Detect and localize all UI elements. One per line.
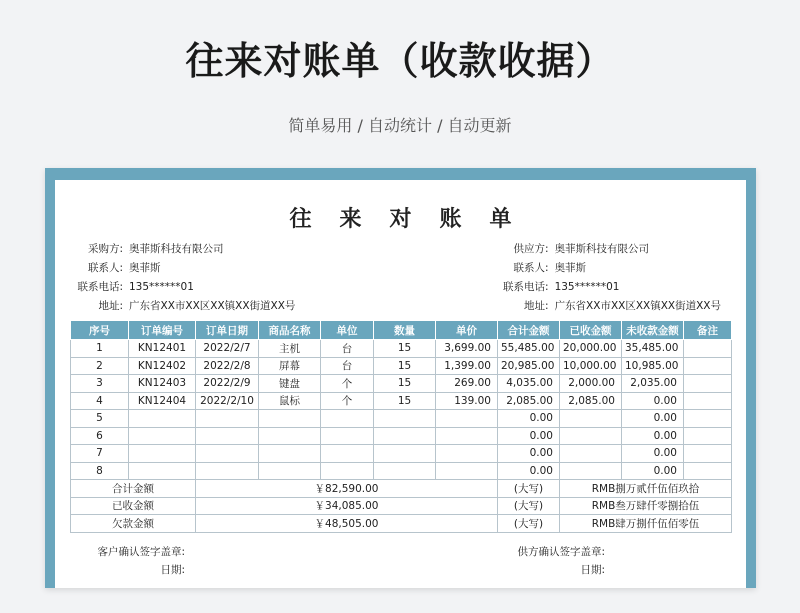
table-row [71, 462, 732, 480]
table-row [71, 340, 732, 358]
table-cell: 0.00 [498, 427, 560, 445]
hero-title: 往来对账单（收款收据） [185, 39, 615, 83]
table-cell [684, 445, 732, 463]
table-cell: 2022/2/9 [196, 375, 259, 393]
table-cell [374, 427, 436, 445]
buyer-address-row [70, 297, 295, 316]
table-cell [321, 462, 374, 480]
table-cell: 2022/2/7 [196, 340, 259, 358]
document-title: 往来对账单 [289, 206, 540, 232]
buyer-address-label: 地址: [98, 300, 123, 312]
table-cell: 2 [71, 357, 129, 375]
summary-amount: ￥48,505.00 [196, 515, 498, 533]
table-cell: 15 [374, 340, 436, 358]
table-cell [374, 410, 436, 428]
header-cell: 已收金额 [560, 321, 622, 340]
table-cell: 屏幕 [259, 357, 321, 375]
supplier-phone-row [501, 278, 721, 297]
table-cell [374, 462, 436, 480]
header-cell: 订单日期 [196, 321, 259, 340]
table-cell: 个 [321, 375, 374, 393]
table-cell: 0.00 [622, 462, 684, 480]
supplier-contact-label: 联系人: [513, 262, 549, 274]
table-cell: 5 [71, 410, 129, 428]
summary-daxie: (大写) [498, 480, 560, 498]
table-cell: 0.00 [498, 410, 560, 428]
table-cell [684, 392, 732, 410]
supplier-contact-row [501, 259, 721, 278]
supplier-address-value: 广东省XX市XX区XX镇XX街道XX号 [554, 300, 721, 312]
supplier-phone-value: 135******01 [554, 281, 620, 293]
table-cell: 55,485.00 [498, 340, 560, 358]
table-cell [196, 462, 259, 480]
buyer-value: 奥菲斯科技有限公司 [129, 243, 224, 255]
table-cell [129, 410, 196, 428]
table-cell: 0.00 [622, 392, 684, 410]
table-cell: 2,000.00 [560, 375, 622, 393]
supplier-contact-value: 奥菲斯 [554, 262, 587, 274]
customer-signature [95, 543, 185, 579]
table-cell: 15 [374, 392, 436, 410]
table-row [71, 445, 732, 463]
buyer-contact-value: 奥菲斯 [129, 262, 161, 274]
buyer-label: 采购方: [87, 243, 123, 255]
table-row [71, 357, 732, 375]
table-header-row [71, 321, 732, 340]
table-cell [196, 410, 259, 428]
table-cell: 8 [71, 462, 129, 480]
party-info [70, 240, 731, 316]
table-row [71, 427, 732, 445]
summary-daxie: (大写) [498, 497, 560, 515]
table-cell [560, 427, 622, 445]
table-cell: 2,085.00 [560, 392, 622, 410]
table-cell [560, 462, 622, 480]
table-cell: 20,985.00 [498, 357, 560, 375]
table-cell: KN12402 [129, 357, 196, 375]
table-cell [259, 410, 321, 428]
table-cell: 4 [71, 392, 129, 410]
table-row [71, 375, 732, 393]
supplier-name-row [501, 240, 721, 259]
table-cell [321, 445, 374, 463]
table-cell: 0.00 [498, 462, 560, 480]
table-cell: KN12404 [129, 392, 196, 410]
table-cell: 2,085.00 [498, 392, 560, 410]
table-cell [196, 427, 259, 445]
table-cell [684, 427, 732, 445]
supplier-phone-label: 联系电话: [503, 281, 549, 293]
table-cell: 台 [321, 340, 374, 358]
table-cell: 4,035.00 [498, 375, 560, 393]
customer-date-label: 日期: [160, 563, 185, 576]
table-cell [129, 445, 196, 463]
table-row [71, 410, 732, 428]
table-cell [321, 427, 374, 445]
supplier-date-label: 日期: [580, 563, 605, 576]
customer-sign-label: 客户确认签字盖章: [97, 545, 185, 558]
summary-words: RMB捌万贰仟伍佰玖拾 [560, 480, 732, 498]
table-cell [436, 410, 498, 428]
buyer-contact-row [70, 259, 295, 278]
table-cell [684, 357, 732, 375]
table-cell [196, 445, 259, 463]
table-cell [129, 462, 196, 480]
table-body [71, 340, 732, 480]
header-cell: 商品名称 [259, 321, 321, 340]
table-cell: 键盘 [259, 375, 321, 393]
table-cell: 1,399.00 [436, 357, 498, 375]
summary-body [71, 480, 732, 533]
header-cell: 备注 [684, 321, 732, 340]
summary-label: 合计金额 [71, 480, 196, 498]
table-cell [684, 375, 732, 393]
buyer-name-row [70, 240, 295, 259]
header-cell: 合计金额 [498, 321, 560, 340]
table-cell [436, 427, 498, 445]
table-cell [321, 410, 374, 428]
table-cell [436, 445, 498, 463]
summary-words: RMB肆万捌仟伍佰零伍 [560, 515, 732, 533]
table-cell: 0.00 [622, 427, 684, 445]
table-cell: 台 [321, 357, 374, 375]
table-cell: 35,485.00 [622, 340, 684, 358]
table-cell: 3 [71, 375, 129, 393]
header-cell: 单位 [321, 321, 374, 340]
table-cell: 0.00 [622, 410, 684, 428]
header-cell: 序号 [71, 321, 129, 340]
statement-sheet [55, 180, 746, 588]
table-cell: 2022/2/10 [196, 392, 259, 410]
table-cell: 269.00 [436, 375, 498, 393]
summary-label: 欠款金额 [71, 515, 196, 533]
table-cell [560, 410, 622, 428]
document-frame [45, 168, 756, 588]
table-cell [684, 340, 732, 358]
table-cell [129, 427, 196, 445]
table-cell: 139.00 [436, 392, 498, 410]
summary-amount: ￥34,085.00 [196, 497, 498, 515]
table-cell: 2,035.00 [622, 375, 684, 393]
summary-label: 已收金额 [71, 497, 196, 515]
table-cell: 3,699.00 [436, 340, 498, 358]
buyer-address-value: 广东省XX市XX区XX镇XX街道XX号 [129, 300, 296, 312]
table-cell: 15 [374, 357, 436, 375]
supplier-sign-row [515, 543, 605, 561]
supplier-sign-label: 供方确认签字盖章: [517, 545, 605, 558]
supplier-value: 奥菲斯科技有限公司 [554, 243, 650, 255]
table-cell [684, 462, 732, 480]
supplier-address-label: 地址: [524, 300, 549, 312]
summary-row-owed [71, 515, 732, 533]
table-cell [684, 410, 732, 428]
header-cell: 单价 [436, 321, 498, 340]
table-cell: 0.00 [622, 445, 684, 463]
supplier-address-row [501, 297, 721, 316]
buyer-phone-value: 135******01 [129, 281, 194, 293]
table-cell: KN12403 [129, 375, 196, 393]
hero-subtitle: 简单易用 / 自动统计 / 自动更新 [288, 116, 512, 135]
table-cell: 10,000.00 [560, 357, 622, 375]
table-cell [436, 462, 498, 480]
summary-row-total [71, 480, 732, 498]
buyer-contact-label: 联系人: [87, 262, 123, 274]
table-cell: 10,985.00 [622, 357, 684, 375]
header-cell: 数量 [374, 321, 436, 340]
table-cell [560, 445, 622, 463]
table-cell: 0.00 [498, 445, 560, 463]
table-cell: 主机 [259, 340, 321, 358]
supplier-label: 供应方: [513, 243, 549, 255]
customer-date-row [95, 561, 185, 579]
summary-daxie: (大写) [498, 515, 560, 533]
buyer-phone-label: 联系电话: [77, 281, 123, 293]
table-cell [374, 445, 436, 463]
table-cell [259, 462, 321, 480]
table-cell: KN12401 [129, 340, 196, 358]
summary-words: RMB叁万肆仟零捌拾伍 [560, 497, 732, 515]
table-cell [259, 427, 321, 445]
buyer-phone-row [70, 278, 295, 297]
summary-row-received [71, 497, 732, 515]
supplier-info [501, 240, 721, 316]
table-cell: 20,000.00 [560, 340, 622, 358]
table-cell: 7 [71, 445, 129, 463]
table-cell: 2022/2/8 [196, 357, 259, 375]
supplier-signature [515, 543, 605, 579]
header-cell: 订单编号 [129, 321, 196, 340]
table-cell [259, 445, 321, 463]
statement-table [70, 320, 732, 533]
customer-sign-row [95, 543, 185, 561]
table-cell: 6 [71, 427, 129, 445]
table-cell: 鼠标 [259, 392, 321, 410]
supplier-date-row [515, 561, 605, 579]
buyer-info [70, 240, 295, 316]
table-cell: 15 [374, 375, 436, 393]
signature-area [70, 543, 731, 593]
header-cell: 未收款金额 [622, 321, 684, 340]
table-cell: 个 [321, 392, 374, 410]
table-row [71, 392, 732, 410]
summary-amount: ￥82,590.00 [196, 480, 498, 498]
table-cell: 1 [71, 340, 129, 358]
